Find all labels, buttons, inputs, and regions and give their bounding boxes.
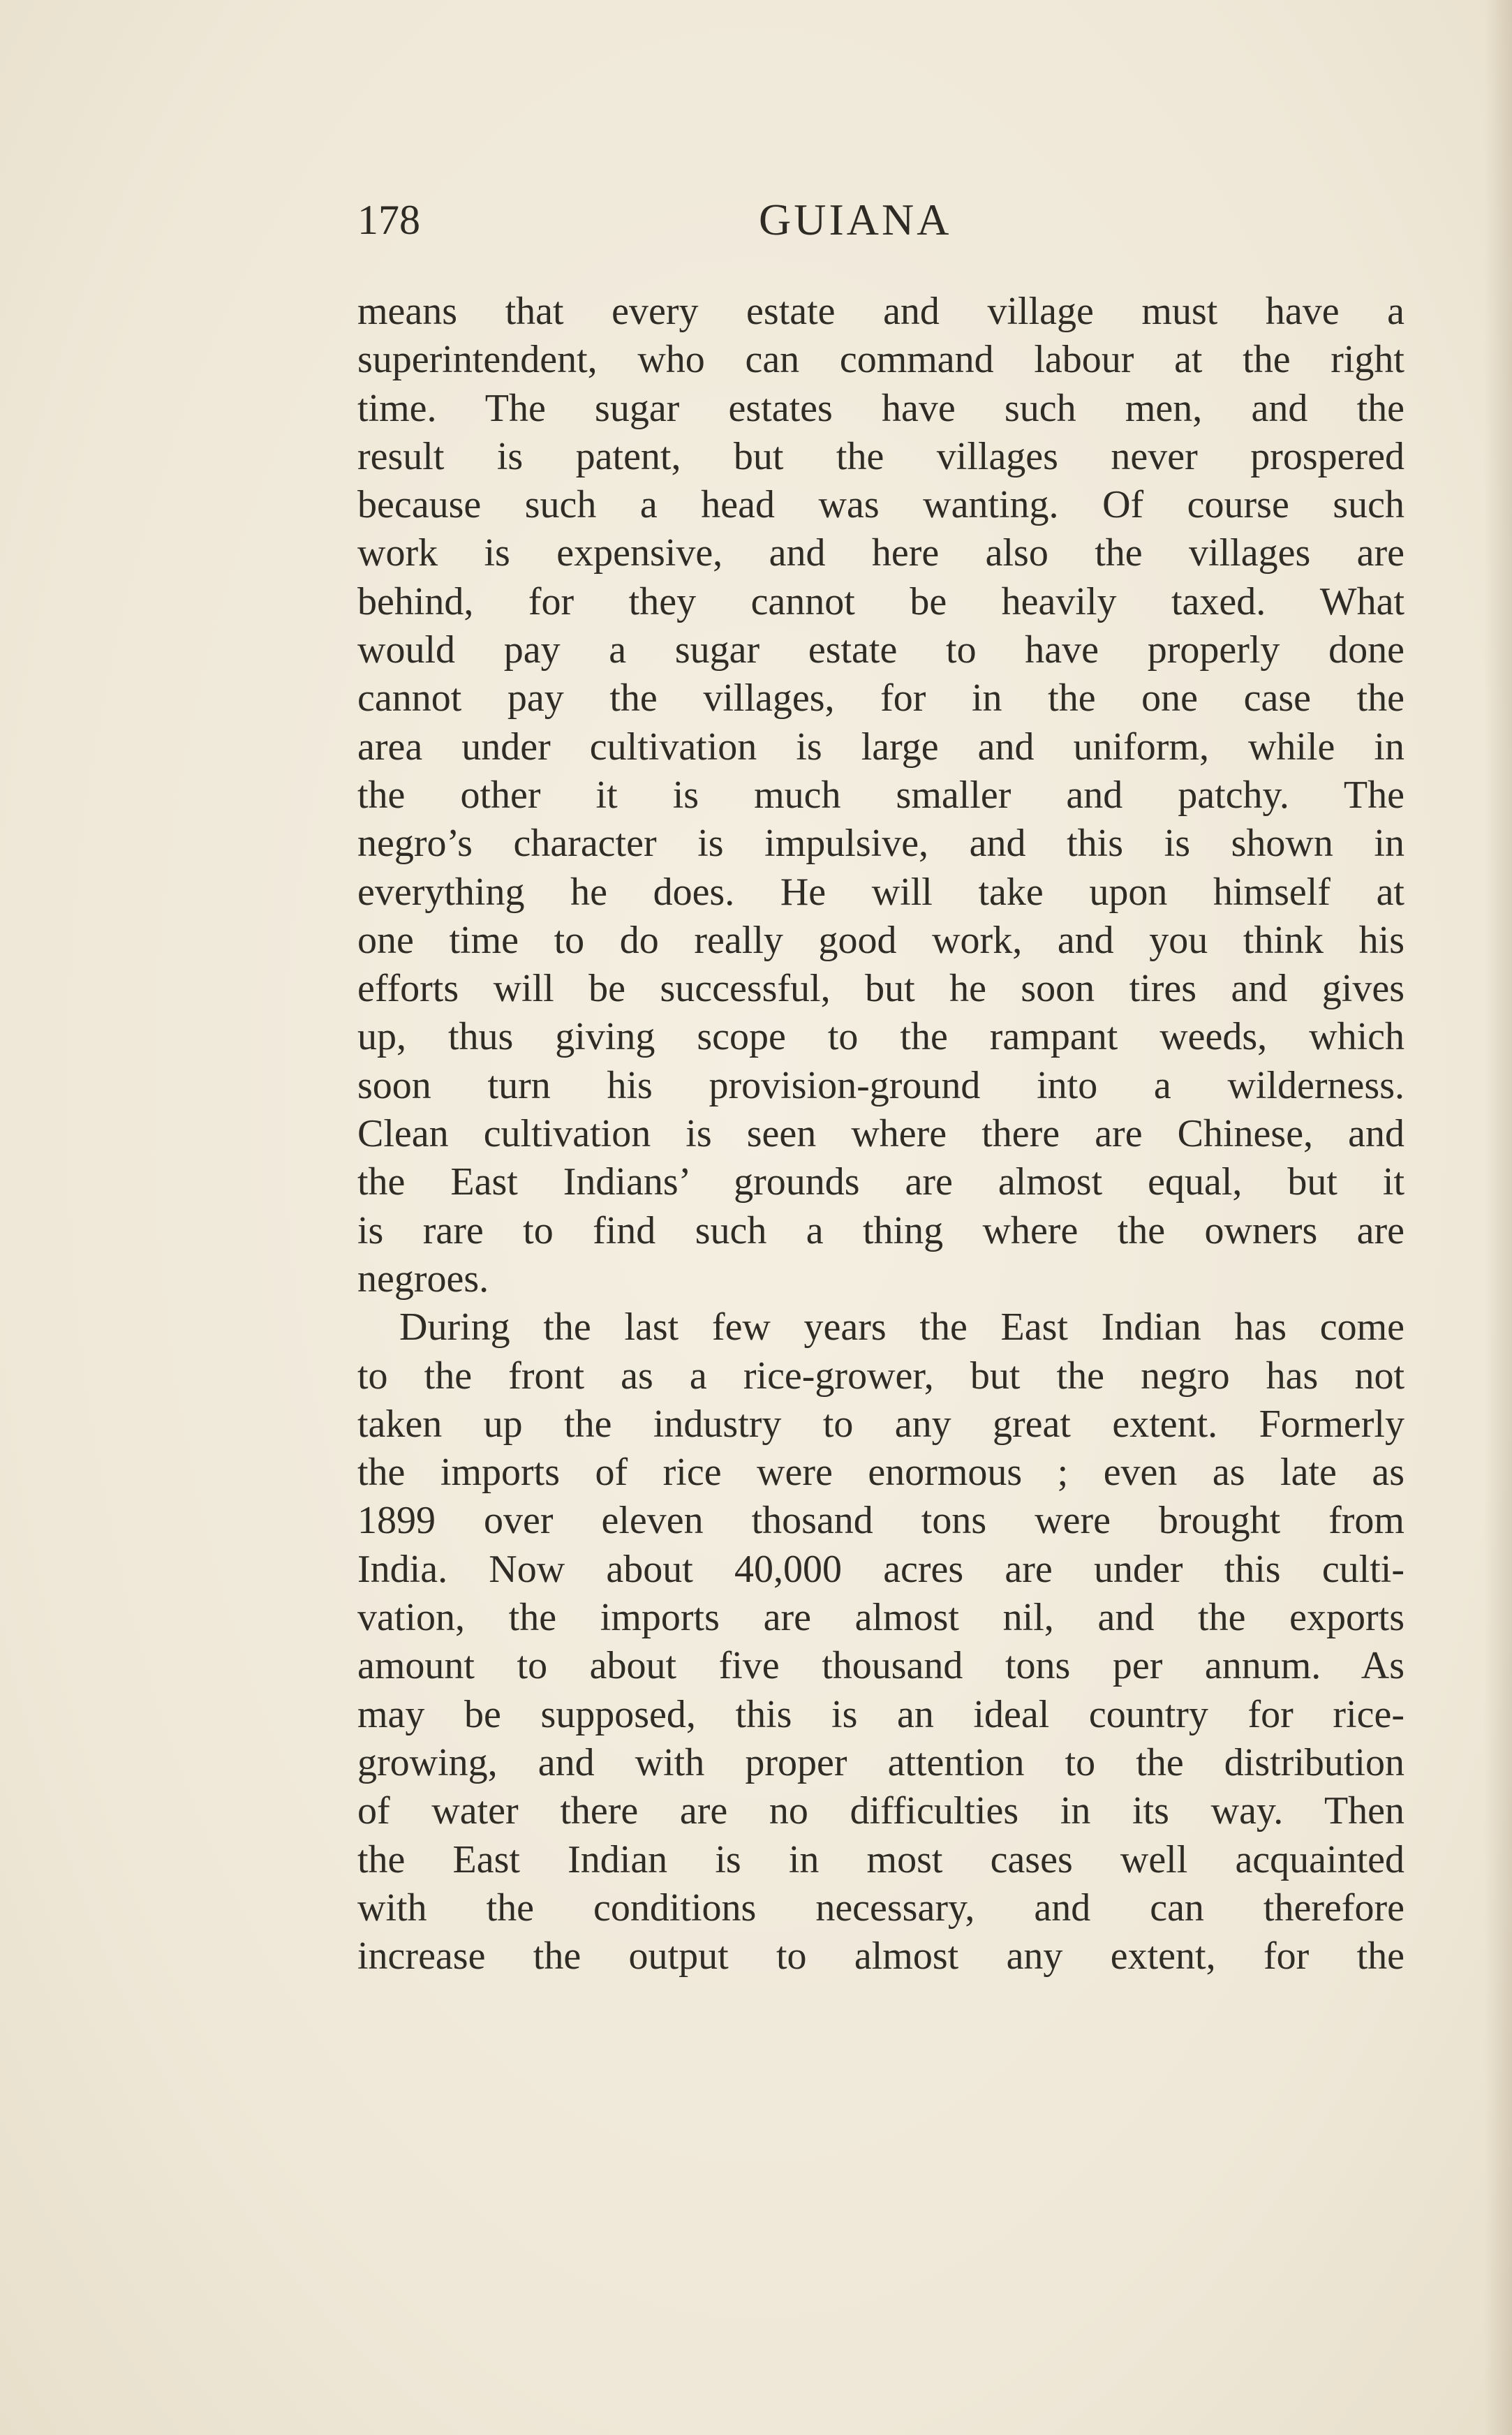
running-head	[357, 188, 1404, 251]
text-line: growing, and with proper attention to the distribution	[357, 1740, 1404, 1784]
text-line: of water there are no difficulties in its way. Then	[357, 1789, 1404, 1833]
running-title: GUIANA	[759, 195, 952, 244]
text-line: area under cultivation is large and uniform, while in	[357, 725, 1404, 769]
text-line: increase the output to almost any extent, for the	[357, 1934, 1404, 1978]
text-line: time. The sugar estates have such men, and the	[357, 386, 1404, 430]
text-line: may be supposed, this is an ideal country for rice-	[357, 1692, 1404, 1736]
text-line: taken up the industry to any great extent. Formerly	[357, 1402, 1404, 1446]
text-line: the other it is much smaller and patchy. The	[357, 773, 1404, 817]
text-line: with the conditions necessary, and can therefore	[357, 1886, 1404, 1930]
text-line: superintendent, who can command labour at the right	[357, 338, 1404, 382]
text-line: amount to about five thousand tons per annum. As	[357, 1644, 1404, 1688]
body-text	[357, 288, 1404, 1981]
text-line: efforts will be successful, but he soon tires and gives	[357, 967, 1404, 1011]
text-line: work is expensive, and here also the villages are	[357, 531, 1404, 575]
text-line: one time to do really good work, and you think his	[357, 918, 1404, 962]
text-line: During the last few years the East Indian has come	[399, 1305, 1404, 1349]
text-line: cannot pay the villages, for in the one case the	[357, 676, 1404, 720]
text-line: everything he does. He will take upon himself at	[357, 870, 1404, 914]
text-line: negroes.	[357, 1257, 489, 1301]
text-line: the East Indians’ grounds are almost equal, but it	[357, 1160, 1404, 1204]
text-line: to the front as a rice-grower, but the negro has not	[357, 1354, 1404, 1398]
text-line: would pay a sugar estate to have properly done	[357, 628, 1404, 672]
text-line: behind, for they cannot be heavily taxed. What	[357, 579, 1404, 623]
text-line: up, thus giving scope to the rampant weeds, which	[357, 1015, 1404, 1059]
text-line: means that every estate and village must have a	[357, 290, 1404, 333]
text-line: result is patent, but the villages never prospered	[357, 434, 1404, 478]
text-line: is rare to find such a thing where the owners are	[357, 1208, 1404, 1252]
text-line: the East Indian is in most cases well acquainted	[357, 1837, 1404, 1881]
text-line: 1899 over eleven thosand tons were brought from	[357, 1499, 1404, 1543]
text-line: Clean cultivation is seen where there are Chinese, and	[357, 1112, 1404, 1156]
page-number: 178	[357, 197, 420, 243]
text-line: negro’s character is impulsive, and this is shown in	[357, 822, 1404, 866]
text-line: soon turn his provision-ground into a wilderness.	[357, 1063, 1404, 1107]
text-line: India. Now about 40,000 acres are under this culti-	[357, 1547, 1404, 1591]
text-line: because such a head was wanting. Of course such	[357, 483, 1404, 527]
text-line: the imports of rice were enormous ; even as late as	[357, 1451, 1404, 1495]
text-line: vation, the imports are almost nil, and the exports	[357, 1596, 1404, 1640]
